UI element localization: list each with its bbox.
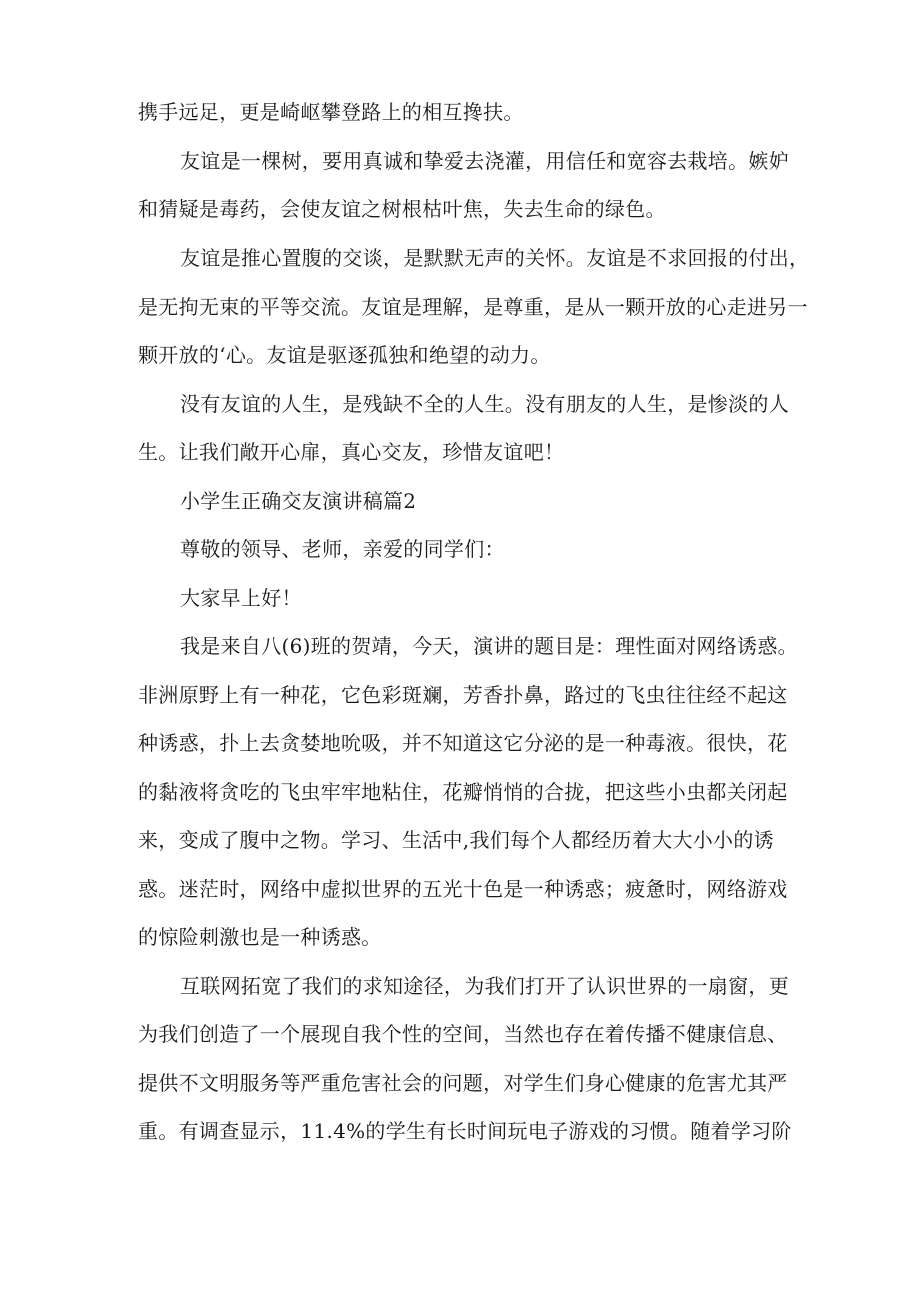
text-line: 非洲原野上有一种花，它色彩斑斓，芳香扑鼻，路过的飞虫往往经不起这 — [138, 683, 788, 707]
text-line: 为我们创造了一个展现自我个性的空间，当然也存在着传播不健康信息、 — [138, 1022, 788, 1046]
section-heading: 小学生正确交友演讲稿篇2 — [180, 489, 417, 513]
text-line: 惑。迷茫时，网络中虚拟世界的五光十色是一种诱惑；疲惫时，网络游戏 — [138, 877, 788, 901]
salutation: 尊敬的领导、老师，亲爱的同学们： — [180, 537, 505, 561]
paragraph-start: 友谊是一棵树，要用真诚和挚爱去浇灌，用信任和宽容去栽培。嫉妒 — [180, 149, 789, 173]
text-line: 颗开放的‘心。友谊是驱逐孤独和绝望的动力。 — [138, 343, 551, 367]
text-line: 生。让我们敞开心扉，真心交友，珍惜友谊吧！ — [138, 440, 565, 464]
paragraph-start: 互联网拓宽了我们的求知途径，为我们打开了认识世界的一扇窗，更 — [180, 974, 789, 998]
text-line: 是无拘无束的平等交流。友谊是理解，是尊重，是从一颗开放的心走进另一 — [138, 295, 808, 319]
text-line: 提供不文明服务等严重危害社会的问题，对学生们身心健康的危害尤其严 — [138, 1071, 788, 1095]
paragraph-start: 友谊是推心置腹的交谈，是默默无声的关怀。友谊是不求回报的付出， — [180, 246, 810, 270]
text-line: 种诱惑，扑上去贪婪地吮吸，并不知道这它分泌的是一种毒液。很快，花 — [138, 731, 788, 755]
text-line: 的黏液将贪吃的飞虫牢牢地粘住，花瓣悄悄的合拢，把这些小虫都关闭起 — [138, 780, 788, 804]
paragraph-start: 没有友谊的人生，是残缺不全的人生。没有朋友的人生，是惨淡的人 — [180, 392, 789, 416]
paragraph-start: 我是来自八(6)班的贺靖，今天，演讲的题目是：理性面对网络诱惑。 — [180, 634, 798, 658]
text-line: 来，变成了腹中之物。学习、生活中,我们每个人都经历着大大小小的诱 — [138, 828, 774, 852]
greeting: 大家早上好！ — [180, 586, 302, 610]
text-line: 携手远足，更是崎岖攀登路上的相互搀扶。 — [138, 100, 524, 124]
text-line: 和猜疑是毒药，会使友谊之树根枯叶焦，失去生命的绿色。 — [138, 197, 666, 221]
text-line: 的惊险刺激也是一种诱惑。 — [138, 925, 382, 949]
text-line: 重。有调查显示，11.4%的学生有长时间玩电子游戏的习惯。随着学习阶 — [138, 1119, 792, 1143]
